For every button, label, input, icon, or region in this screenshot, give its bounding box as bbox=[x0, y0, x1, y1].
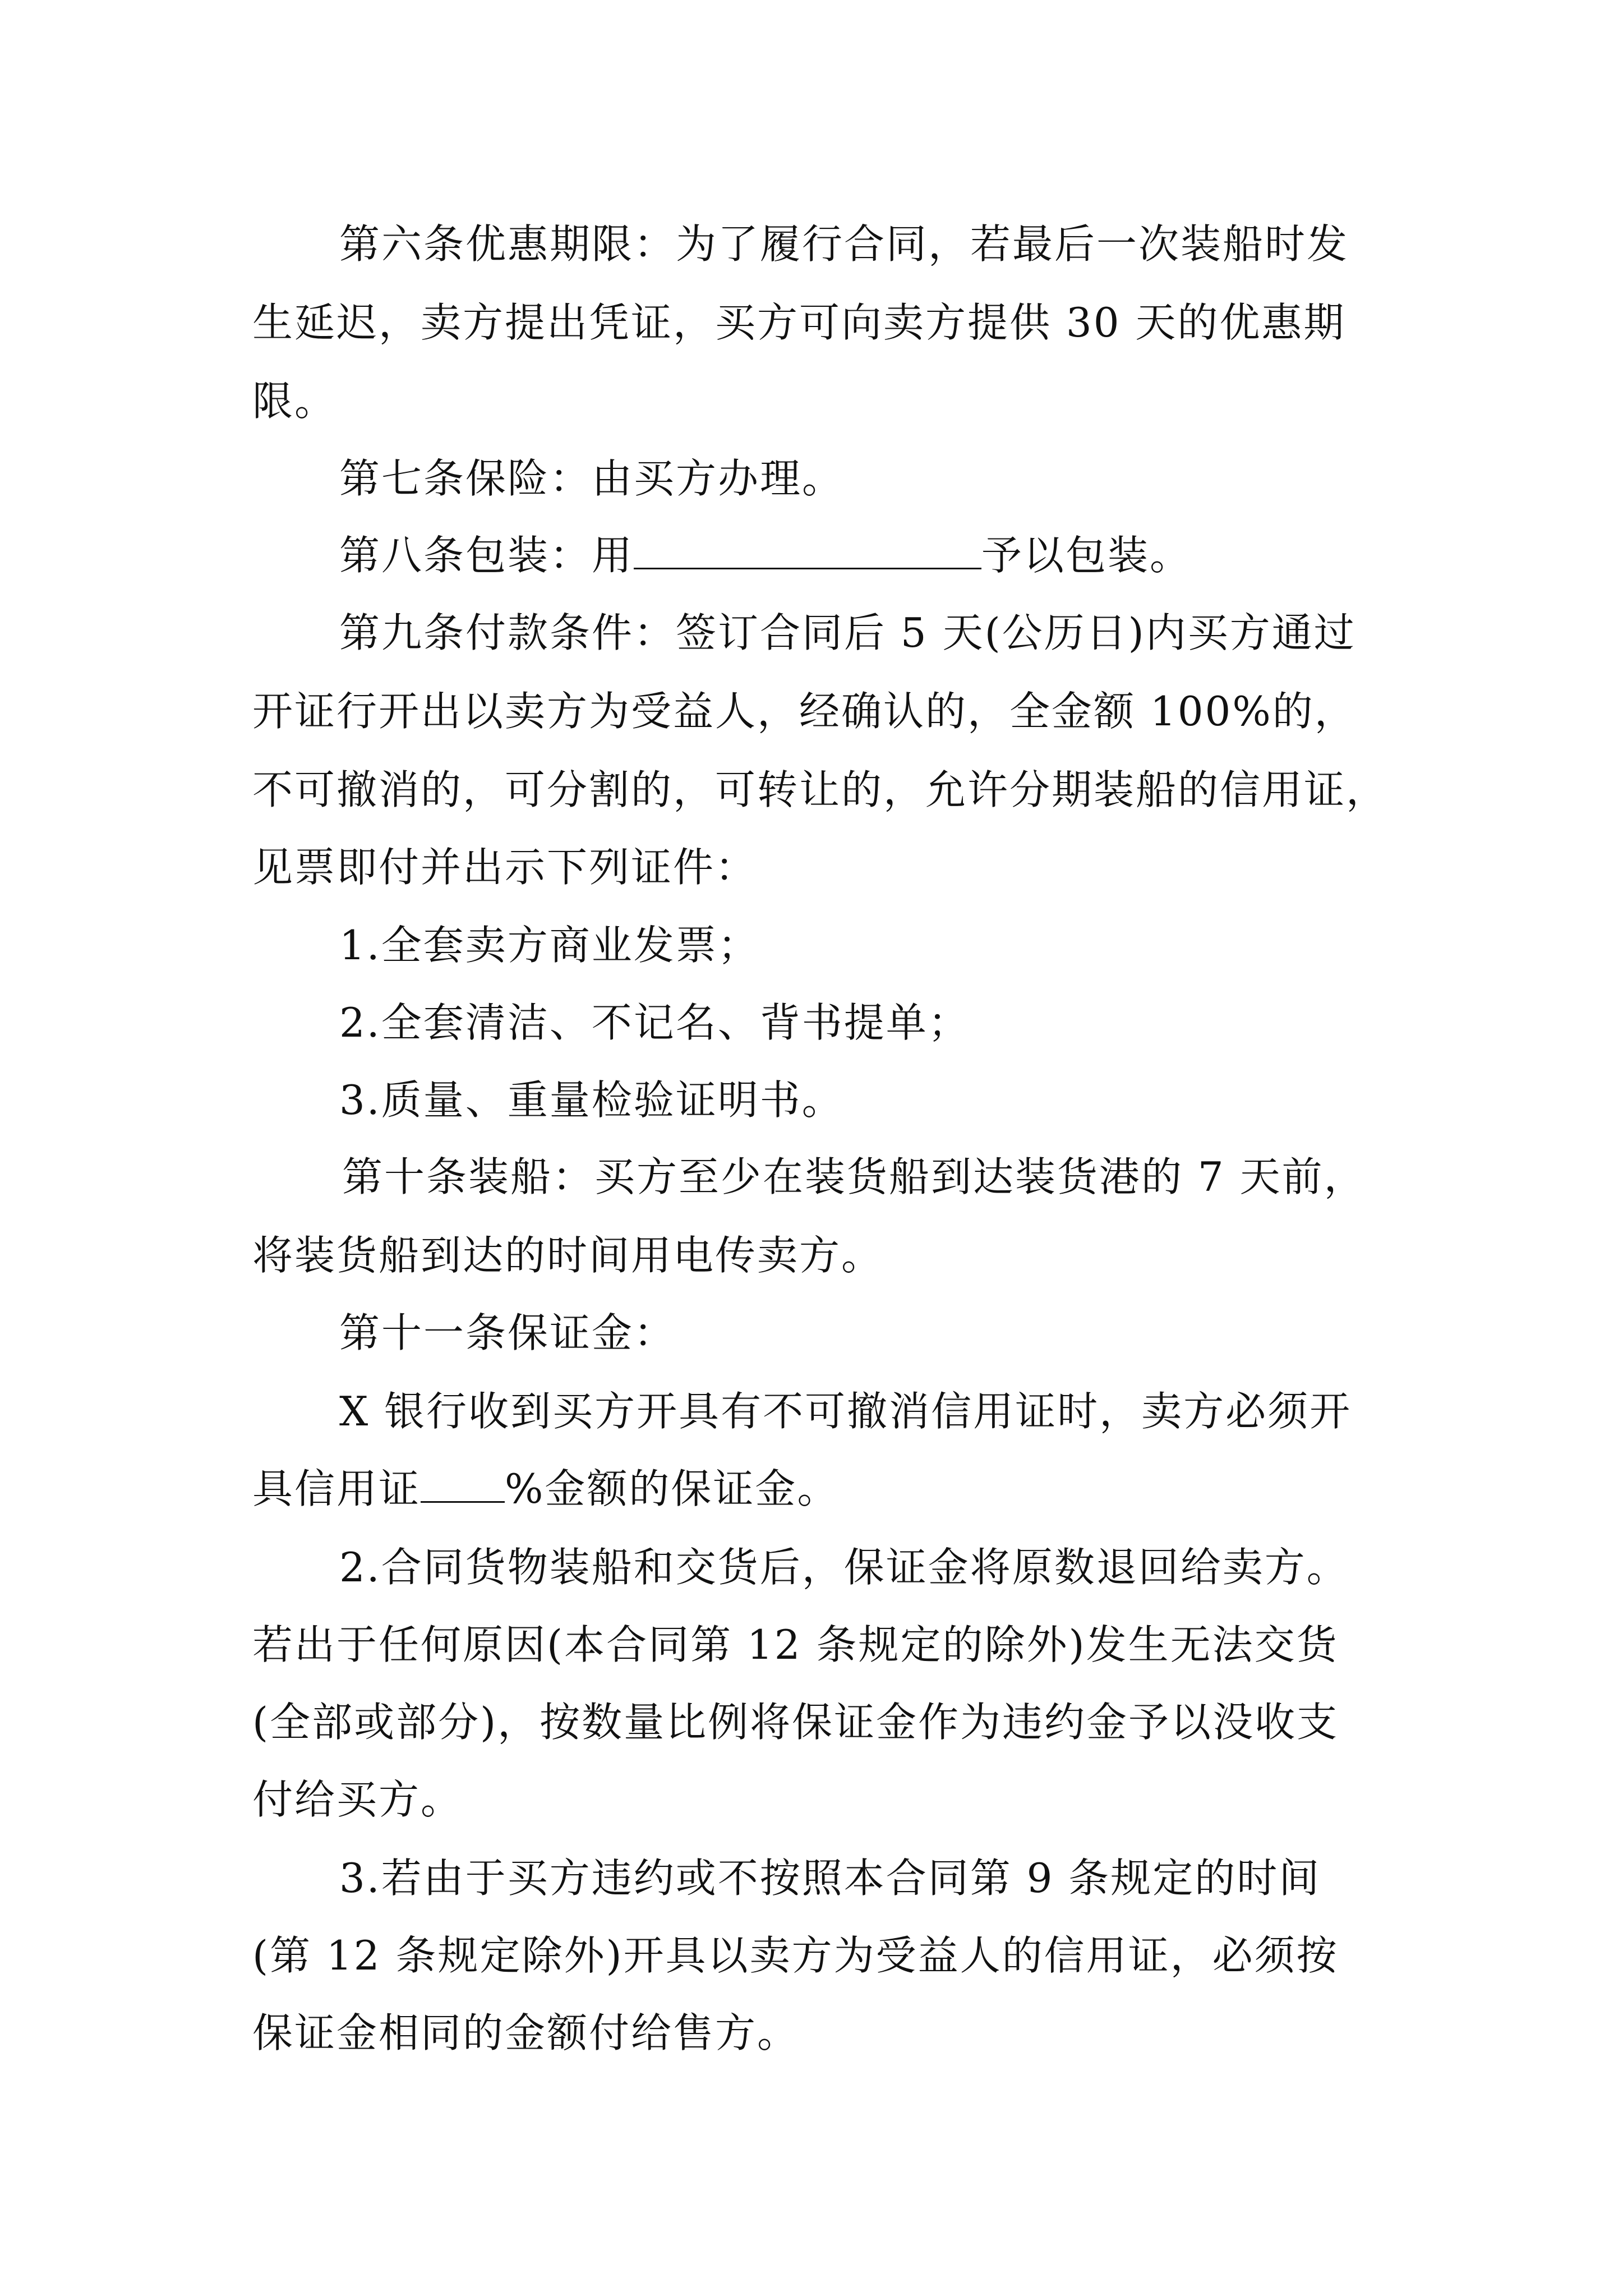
article-11-p1-suffix: %金额的保证金。 bbox=[505, 1465, 840, 1512]
article-11-p1-prefix: 具信用证 bbox=[252, 1465, 421, 1512]
article-11-p2-line-2: 若出于任何原因(本合同第 12 条规定的除外)发生无法交货 bbox=[252, 1621, 1339, 1668]
article-9-line-4: 见票即付并出示下列证件： bbox=[252, 844, 758, 891]
article-9-line-3: 不可撤消的，可分割的，可转让的，允许分期装船的信用证， bbox=[252, 766, 1389, 813]
article-11-p3-line-2: (第 12 条规定除外)开具以卖方为受益人的信用证，必须按 bbox=[252, 1932, 1339, 1979]
article-11-p1-line-2 bbox=[252, 1461, 839, 1517]
article-11-p3-line-3: 保证金相同的金额付给售方。 bbox=[252, 2009, 800, 2056]
article-6-line-3: 限。 bbox=[252, 378, 337, 425]
article-11-p2-line-4: 付给买方。 bbox=[252, 1776, 463, 1823]
article-9-item-3: 3.质量、重量检验证明书。 bbox=[339, 1076, 844, 1124]
article-7-line-1: 第七条保险：由买方办理。 bbox=[339, 455, 845, 502]
deposit-percent-blank bbox=[421, 1465, 505, 1503]
article-8-suffix: 予以包装。 bbox=[981, 532, 1192, 579]
article-11-heading: 第十一条保证金： bbox=[339, 1309, 676, 1356]
article-10-line-1: 第十条装船：买方至少在装货船到达装货港的 7 天前， bbox=[342, 1153, 1366, 1200]
article-6-line-1: 第六条优惠期限：为了履行合同，若最后一次装船时发 bbox=[339, 220, 1349, 268]
article-9-line-1: 第九条付款条件：签订合同后 5 天(公历日)内买方通过 bbox=[339, 609, 1356, 656]
article-9-item-1: 1.全套卖方商业发票； bbox=[339, 922, 760, 969]
packaging-blank bbox=[634, 532, 981, 569]
article-11-p2-line-3: (全部或部分)，按数量比例将保证金作为违约金予以没收支 bbox=[252, 1699, 1339, 1746]
article-9-line-2: 开证行开出以卖方为受益人，经确认的，全金额 100%的， bbox=[252, 688, 1357, 735]
article-6-line-2: 生延迟，卖方提出凭证，买方可向卖方提供 30 天的优惠期 bbox=[252, 299, 1346, 346]
article-11-p2-line-1: 2.合同货物装船和交货后，保证金将原数退回给卖方。 bbox=[339, 1544, 1349, 1591]
article-10-line-2: 将装货船到达的时间用电传卖方。 bbox=[252, 1232, 884, 1279]
article-8-prefix: 第八条包装：用 bbox=[339, 532, 634, 579]
article-11-p3-line-1: 3.若由于买方违约或不按照本合同第 9 条规定的时间 bbox=[339, 1855, 1321, 1902]
article-11-p1-line-1: X 银行收到买方开具有不可撤消信用证时，卖方必须开 bbox=[339, 1388, 1352, 1435]
article-8-line bbox=[339, 527, 1192, 583]
article-9-item-2: 2.全套清洁、不记名、背书提单； bbox=[339, 999, 970, 1046]
